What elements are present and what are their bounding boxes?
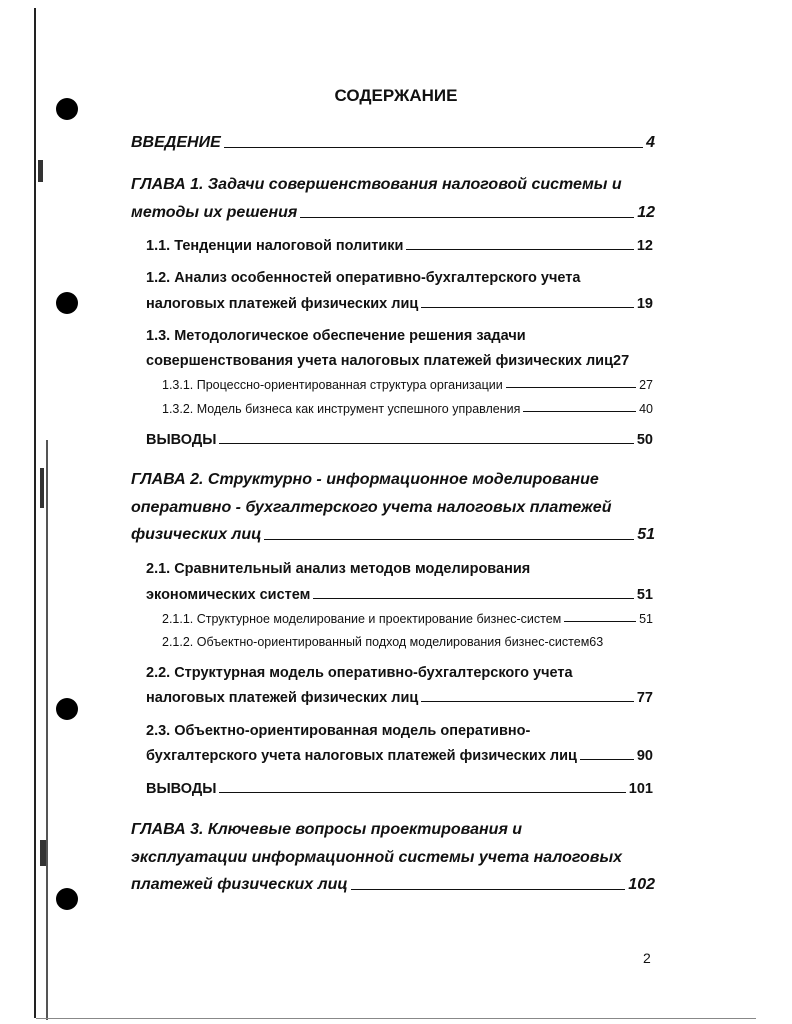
punch-hole-icon bbox=[56, 888, 78, 910]
toc-chapter-3 bbox=[131, 872, 655, 894]
toc-entry-text: эксплуатации информационной системы учета налоговых bbox=[131, 849, 623, 866]
toc-entry-text: 1.3. Методологическое обеспечение решения задачи bbox=[146, 328, 526, 344]
toc-leader-line bbox=[219, 443, 633, 444]
toc-section-1-2-line-1 bbox=[146, 266, 653, 286]
toc-chapter-2-line-2 bbox=[131, 495, 655, 517]
toc-entry-text: платежей физических лиц bbox=[131, 876, 348, 893]
toc-entry-text: налоговых платежей физических лиц bbox=[146, 690, 419, 706]
toc-page-number: 40 bbox=[639, 402, 653, 416]
toc-page-number: 101 bbox=[628, 781, 653, 797]
toc-page-number: 51 bbox=[637, 526, 655, 543]
toc-page-number: 63 bbox=[589, 635, 604, 649]
toc-chapter-3-line-2 bbox=[131, 845, 655, 867]
toc-subsection-1-3-2 bbox=[162, 398, 653, 416]
toc-chapter-2 bbox=[131, 522, 655, 544]
toc-entry-text: совершенствования учета налоговых платежей физических лиц bbox=[146, 353, 613, 369]
scan-speck bbox=[40, 840, 46, 866]
toc-conclusions-2 bbox=[146, 777, 653, 797]
toc-section-2-1 bbox=[146, 583, 653, 603]
toc-leader-line bbox=[264, 539, 634, 540]
punch-hole-icon bbox=[56, 292, 78, 314]
toc-leader-line bbox=[506, 387, 636, 388]
toc-section-2-1-line-1 bbox=[146, 557, 653, 577]
toc-entry-intro bbox=[131, 130, 655, 152]
toc-entry-text: 2.3. Объектно-ориентированная модель оперативно- bbox=[146, 723, 531, 739]
toc-page-number: 51 bbox=[636, 587, 653, 603]
toc-section-2-3-line-1 bbox=[146, 719, 653, 739]
toc-page-number: 50 bbox=[636, 432, 653, 448]
toc-entry-text: бухгалтерского учета налоговых платежей физических лиц bbox=[146, 748, 577, 764]
toc-section-1-3 bbox=[146, 349, 653, 369]
toc-leader-line bbox=[300, 217, 634, 218]
page-number: 2 bbox=[643, 950, 651, 966]
binding-edge-line bbox=[34, 8, 36, 1018]
page-title: СОДЕРЖАНИЕ bbox=[334, 86, 458, 105]
toc-section-1-1 bbox=[146, 234, 653, 254]
toc-page-number: 27 bbox=[613, 353, 630, 369]
toc-leader-line bbox=[421, 307, 634, 308]
toc-leader-line bbox=[406, 249, 633, 250]
toc-leader-line bbox=[564, 621, 636, 622]
toc-leader-line bbox=[313, 598, 634, 599]
toc-chapter-2-line-1 bbox=[131, 467, 655, 489]
toc-entry-text: экономических систем bbox=[146, 587, 311, 603]
toc-entry-text: 2.1.2. Объектно-ориентированный подход моделирования бизнес-систем bbox=[162, 635, 590, 649]
toc-section-2-2 bbox=[146, 686, 653, 706]
toc-page-number: 12 bbox=[637, 204, 655, 221]
toc-entry-text: налоговых платежей физических лиц bbox=[146, 296, 419, 312]
toc-entry-text: 2.1.1. Структурное моделирование и проектирование бизнес-систем bbox=[162, 612, 562, 626]
toc-chapter-3-line-1 bbox=[131, 817, 655, 839]
toc-subsection-2-1-2 bbox=[162, 631, 653, 649]
toc-page-number: 102 bbox=[628, 876, 655, 893]
toc-page-number: 19 bbox=[636, 296, 653, 312]
toc-entry-text: физических лиц bbox=[131, 526, 262, 543]
toc-leader-line bbox=[219, 792, 625, 793]
toc-entry-text: ГЛАВА 3. Ключевые вопросы проектирования и bbox=[131, 821, 523, 838]
toc-page-number: 77 bbox=[636, 690, 653, 706]
toc-page-number: 27 bbox=[639, 378, 653, 392]
toc-page-number: 12 bbox=[636, 238, 653, 254]
toc-entry-text: 2.1. Сравнительный анализ методов моделирования bbox=[146, 561, 531, 577]
toc-leader-line bbox=[351, 889, 626, 890]
toc-entry-text: ГЛАВА 2. Структурно - информационное моделирование bbox=[131, 471, 599, 488]
toc-leader-line bbox=[580, 759, 634, 760]
toc-leader-line bbox=[523, 411, 636, 412]
toc-page-number: 4 bbox=[646, 134, 655, 151]
toc-entry-text: ВВЕДЕНИЕ bbox=[131, 134, 221, 151]
toc-section-2-2-line-1 bbox=[146, 661, 653, 681]
toc-section-2-3 bbox=[146, 744, 653, 764]
toc-leader-line bbox=[224, 147, 643, 148]
scan-speck bbox=[38, 160, 43, 182]
toc-entry-text: 1.3.2. Модель бизнеса как инструмент успешного управления bbox=[162, 402, 521, 416]
toc-section-1-2 bbox=[146, 292, 653, 312]
toc-entry-text: 1.3.1. Процессно-ориентированная структура организации bbox=[162, 378, 503, 392]
toc-conclusions-1 bbox=[146, 428, 653, 448]
toc-entry-text: ГЛАВА 1. Задачи совершенствования налоговой системы и bbox=[131, 176, 622, 193]
toc-subsection-2-1-1 bbox=[162, 608, 653, 626]
binding-edge-line bbox=[46, 440, 48, 1020]
toc-leader-line bbox=[421, 701, 634, 702]
toc-entry-text: 2.2. Структурная модель оперативно-бухгалтерского учета bbox=[146, 665, 573, 681]
toc-section-1-3-line-1 bbox=[146, 324, 653, 344]
toc-entry-text: 1.1. Тенденции налоговой политики bbox=[146, 238, 404, 254]
toc-entry-text: оперативно - бухгалтерского учета налоговых платежей bbox=[131, 499, 612, 516]
toc-entry-text: ВЫВОДЫ bbox=[146, 432, 217, 448]
scan-speck bbox=[40, 468, 44, 508]
toc-entry-text: ВЫВОДЫ bbox=[146, 781, 217, 797]
toc-entry-text: 1.2. Анализ особенностей оперативно-бухгалтерского учета bbox=[146, 270, 581, 286]
toc-chapter-1 bbox=[131, 200, 655, 222]
page-bottom-edge bbox=[36, 1018, 756, 1019]
toc-subsection-1-3-1 bbox=[162, 374, 653, 392]
punch-hole-icon bbox=[56, 698, 78, 720]
toc-chapter-1-line-1 bbox=[131, 172, 655, 194]
toc-page-number: 51 bbox=[639, 612, 653, 626]
toc-entry-text: методы их решения bbox=[131, 204, 298, 221]
toc-page-number: 90 bbox=[636, 748, 653, 764]
